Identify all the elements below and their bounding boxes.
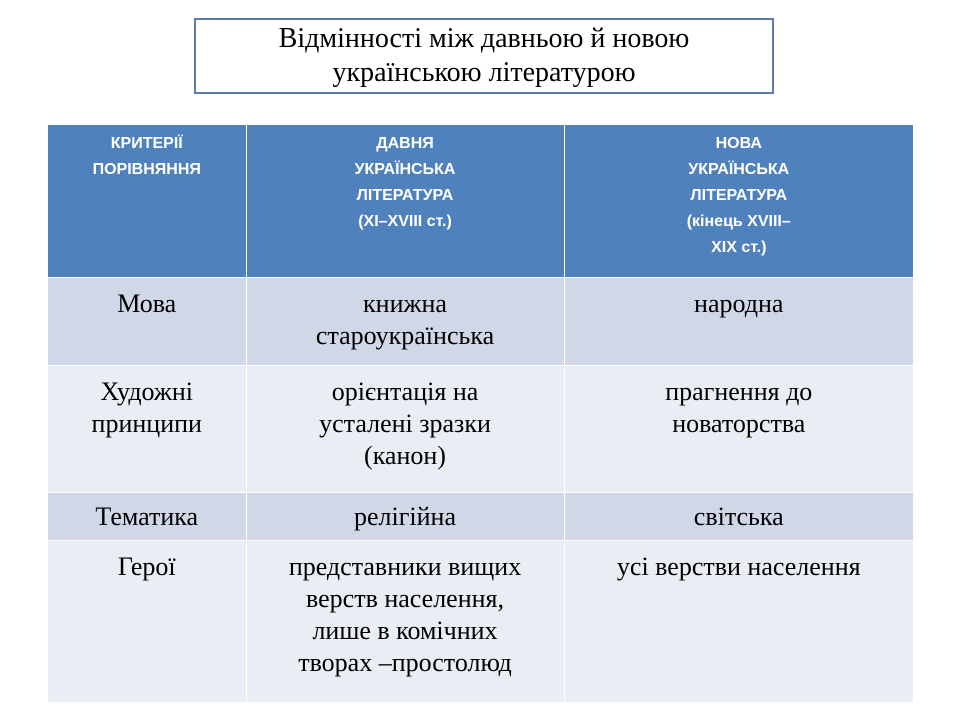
header-new-literature (564, 125, 913, 277)
header-text-line: XIX ст.) (711, 239, 767, 256)
cell-text-line: Герої (117, 551, 176, 581)
cell-text-line: (канон) (364, 440, 446, 470)
header-text-line: УКРАЇНСЬКА (354, 161, 456, 178)
cell-text-line: верств населення, (306, 583, 504, 613)
header-text-line: ДАВНЯ (376, 135, 434, 152)
slide-title (194, 18, 774, 94)
cell-text-line: світська (693, 501, 784, 531)
cell-text-line: орієнтація на (331, 376, 479, 406)
cell-criterion (48, 365, 246, 492)
slide-title-line-1: Відмінності між давньою й новою (278, 23, 690, 54)
cell-old (246, 540, 564, 702)
cell-new (564, 365, 913, 492)
cell-text-line: лише в комічних (312, 615, 498, 645)
cell-text-line: новаторства (672, 408, 806, 438)
cell-text-line: прагнення до (665, 376, 813, 406)
table-header-row (48, 125, 913, 277)
cell-text-line: усталені зразки (319, 408, 491, 438)
header-criteria (48, 125, 246, 277)
cell-text-line: релігійна (354, 501, 456, 531)
cell-old (246, 365, 564, 492)
cell-criterion (48, 540, 246, 702)
header-text-line: УКРАЇНСЬКА (688, 161, 790, 178)
cell-criterion (48, 492, 246, 540)
cell-new (564, 277, 913, 365)
cell-text-line: народна (694, 288, 784, 318)
header-text-line: ПОРІВНЯННЯ (92, 161, 201, 178)
cell-old (246, 277, 564, 365)
header-old-literature (246, 125, 564, 277)
cell-new (564, 540, 913, 702)
comparison-table (48, 125, 913, 702)
cell-text-line: принципи (91, 408, 202, 438)
table-row (48, 540, 913, 702)
header-text-line: ЛІТЕРАТУРА (690, 187, 788, 204)
cell-text-line: Тематика (95, 501, 199, 531)
header-text-line: КРИТЕРІЇ (110, 135, 183, 152)
table-row (48, 492, 913, 540)
cell-text-line: книжна (363, 288, 447, 318)
cell-text-line: староукраїнська (315, 320, 495, 350)
cell-text-line: усі верстви населення (616, 551, 861, 581)
cell-criterion (48, 277, 246, 365)
header-text-line: ЛІТЕРАТУРА (356, 187, 454, 204)
header-text-line: (XI–XVIII ст.) (358, 213, 452, 230)
table-row (48, 365, 913, 492)
cell-new (564, 492, 913, 540)
cell-old (246, 492, 564, 540)
header-text-line: (кінець XVIII– (686, 213, 791, 230)
cell-text-line: представники вищих (288, 551, 522, 581)
header-text-line: НОВА (715, 135, 762, 152)
cell-text-line: Мова (117, 288, 177, 318)
table-row (48, 277, 913, 365)
cell-text-line: творах –простолюд (298, 647, 512, 677)
cell-text-line: Художні (100, 376, 194, 406)
slide-title-line-2: українською літературою (332, 57, 636, 88)
